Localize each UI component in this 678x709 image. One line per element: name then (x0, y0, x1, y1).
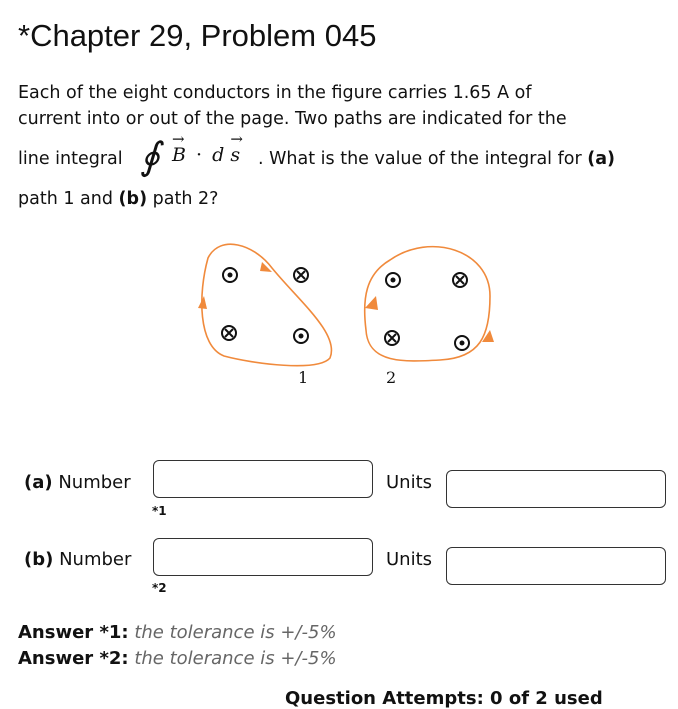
conductor-in-4 (385, 331, 399, 345)
answer-tolerances (18, 620, 337, 672)
conductor-in-2 (222, 326, 236, 340)
part-a-number-input[interactable] (153, 460, 373, 498)
path-1-loop (202, 244, 332, 365)
part-b-label: (b) Number (24, 549, 132, 570)
vector-s: s (230, 144, 241, 166)
conductor-out-2 (294, 329, 308, 343)
part-a-bold: (a) (587, 149, 616, 169)
part-a-units-label: Units (386, 472, 433, 493)
contour-integral-symbol: ∮ (140, 134, 160, 178)
integral-suffix: . What is the value of the integral for (a) (258, 149, 616, 169)
integral-line (18, 130, 668, 178)
problem-statement (18, 80, 668, 212)
vector-arrow-s: → (230, 130, 243, 148)
conductor-out-4 (455, 336, 469, 350)
conductor-figure (190, 238, 500, 393)
part-a-units-input[interactable] (446, 470, 666, 508)
path-2-arrow-left (365, 296, 378, 310)
part-a-tag: *1 (152, 504, 167, 518)
path-1-label: 1 (298, 368, 309, 387)
answer-1-tolerance: Answer *1: the tolerance is +/-5% (18, 622, 337, 643)
vector-arrow-b: → (172, 130, 185, 148)
part-b-units-input[interactable] (446, 547, 666, 585)
problem-line-4: path 1 and (b) path 2? (18, 189, 219, 209)
integrand (172, 130, 243, 168)
path-2-label: 2 (386, 368, 397, 387)
part-b-number-input[interactable] (153, 538, 373, 576)
problem-line-2: current into or out of the page. Two paths are indicated for the (18, 109, 567, 129)
answer-2-tolerance: Answer *2: the tolerance is +/-5% (18, 648, 337, 669)
conductor-out-1 (223, 268, 237, 282)
question-attempts-cutoff: Question Attempts: 0 of 2 used (285, 688, 603, 709)
differential-d: d (212, 144, 225, 166)
part-a-label: (a) Number (24, 472, 131, 493)
vector-b: B (172, 144, 186, 166)
part-b-tag: *2 (152, 581, 167, 595)
problem-line-1: Each of the eight conductors in the figure carries 1.65 A of (18, 83, 532, 103)
integral-prefix: line integral (18, 149, 123, 169)
conductor-out-3 (386, 273, 400, 287)
conductor-in-1 (294, 268, 308, 282)
path-1-arrow-top (260, 262, 272, 272)
conductor-in-3 (453, 273, 467, 287)
page-title: *Chapter 29, Problem 045 (18, 18, 377, 53)
part-b-bold: (b) (118, 189, 148, 209)
path-2-loop (365, 247, 490, 361)
part-b-units-label: Units (386, 549, 433, 570)
dot-operator: · (196, 144, 203, 166)
